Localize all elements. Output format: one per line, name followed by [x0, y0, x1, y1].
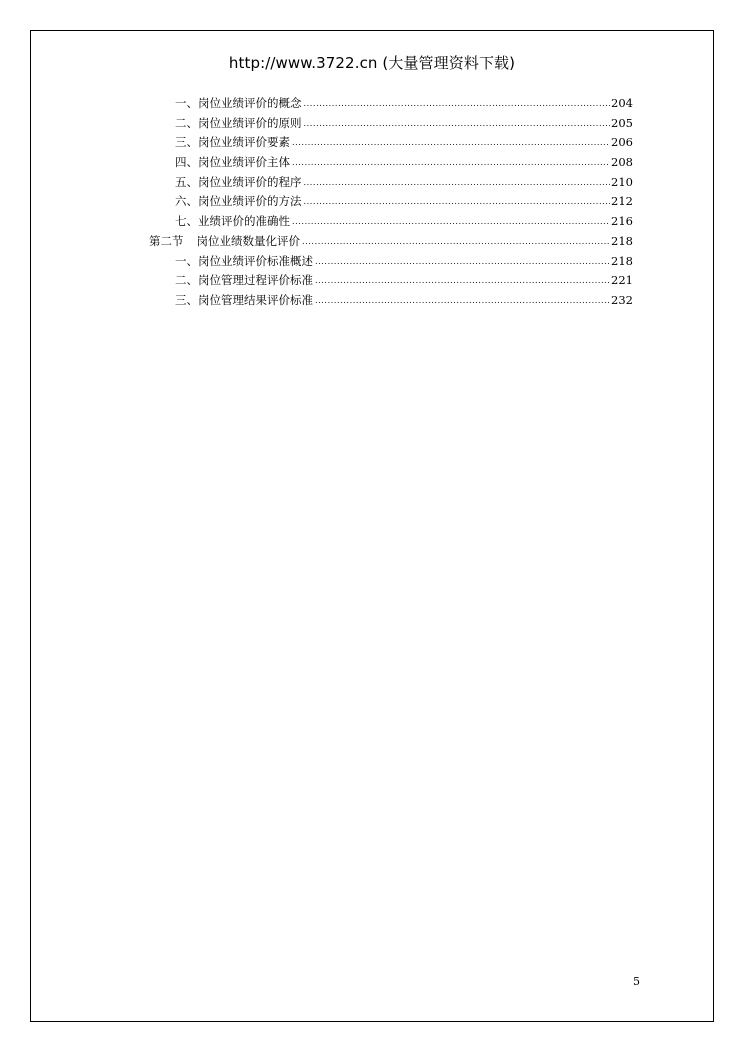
- toc-entry[interactable]: [149, 153, 633, 173]
- toc-entry-label: 四、岗位业绩评价主体: [175, 155, 290, 170]
- toc-entry[interactable]: [149, 173, 633, 193]
- toc-entry-page: 210: [611, 174, 633, 189]
- toc-leader-dots: [315, 271, 610, 291]
- toc-section-heading: [149, 232, 300, 252]
- toc-entry-page: 208: [611, 155, 633, 170]
- toc-entry-label: 五、岗位业绩评价的程序: [175, 174, 302, 189]
- toc-leader-dots: [304, 114, 611, 134]
- toc-entry-page: 218: [611, 253, 633, 268]
- toc-entry[interactable]: [149, 133, 633, 153]
- toc-entry-label: 一、岗位业绩评价的概念: [175, 96, 302, 110]
- toc-entry[interactable]: [149, 212, 633, 232]
- toc-entry-label: 三、岗位管理结果评价标准: [175, 292, 313, 307]
- toc-leader-dots: [292, 212, 610, 232]
- toc-entry-label: 七、业绩评价的准确性: [175, 214, 290, 229]
- toc-leader-dots: [315, 252, 610, 272]
- toc-leader-dots: [292, 153, 610, 173]
- toc-entry[interactable]: [149, 192, 633, 212]
- toc-entry[interactable]: [149, 252, 633, 272]
- toc-leader-dots: [302, 232, 610, 252]
- toc-entry[interactable]: [149, 114, 633, 134]
- header-tagline: (大量管理资料下载): [382, 54, 516, 72]
- toc-leader-dots: [315, 291, 610, 311]
- toc-entry[interactable]: [149, 271, 633, 291]
- toc-leader-dots: [304, 192, 611, 212]
- toc-entry-page: 232: [611, 292, 633, 307]
- toc-section-entry[interactable]: [149, 232, 633, 252]
- toc-entry-page: 216: [611, 214, 633, 229]
- toc-entry-label: 一、岗位业绩评价标准概述: [175, 253, 313, 268]
- toc-leader-dots: [292, 133, 610, 153]
- toc-entry[interactable]: [149, 94, 633, 114]
- toc-entry-label: 三、岗位业绩评价要素: [175, 135, 290, 150]
- toc-entry-page: 206: [611, 135, 633, 150]
- toc-entry-page: 204: [611, 96, 633, 110]
- toc-entry-label: 二、岗位管理过程评价标准: [175, 273, 313, 288]
- toc-leader-dots: [304, 94, 611, 114]
- table-of-contents: [149, 94, 633, 311]
- toc-entry-label: 六、岗位业绩评价的方法: [175, 194, 302, 209]
- header-url[interactable]: http://www.3722.cn: [228, 54, 378, 72]
- page-header: [0, 53, 744, 73]
- toc-section-title: 岗位业绩数量化评价: [196, 233, 300, 248]
- toc-entry-page: 221: [611, 273, 633, 288]
- toc-leader-dots: [304, 173, 611, 193]
- toc-section-number: 第二节: [149, 233, 184, 248]
- toc-entry[interactable]: [149, 291, 633, 311]
- toc-entry-page: 205: [611, 115, 633, 130]
- page-number: 5: [633, 975, 640, 988]
- toc-entry-page: 218: [611, 233, 633, 248]
- toc-entry-label: 二、岗位业绩评价的原则: [175, 115, 302, 130]
- toc-entry-page: 212: [611, 194, 633, 209]
